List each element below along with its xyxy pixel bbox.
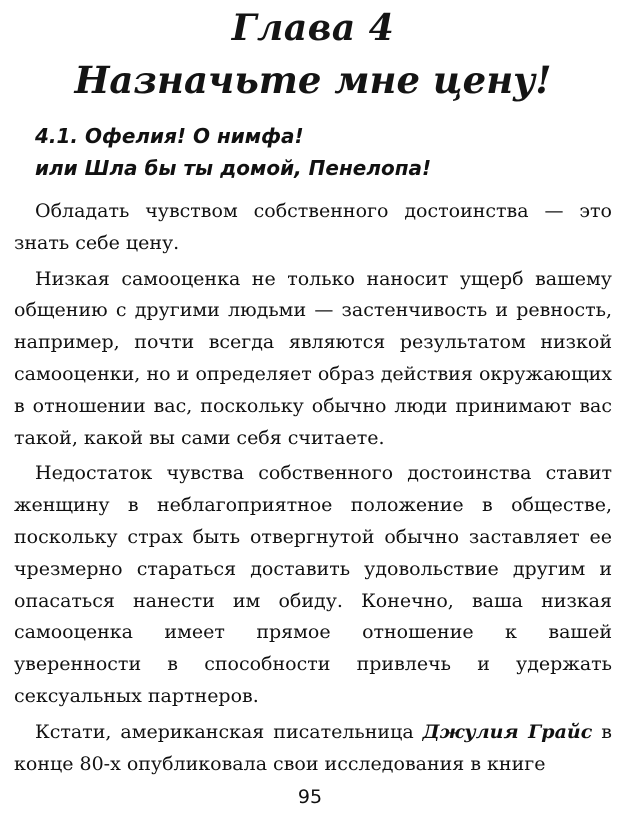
chapter-label: Глава 4 [231, 7, 395, 49]
paragraph-4-start: Кстати, американская писательница [35, 720, 423, 743]
paragraph-4 [14, 717, 612, 781]
paragraph-3: Недостаток чувства собственного достоинства ставит женщину в неблагоприятное положение в обществе, поскольку страх быть отвергнутой обычно заставляет ее чрезмерно стараться доставить удовольствие другим и опасаться нанести им обиду. Конечно, ваша низкая самооценка имеет прямое отношение к вашей уверенности в способности привлечь и удержать сексуальных партнеров. [14, 462, 612, 707]
paragraph-1: Обладать чувством собственного достоинства — это знать себе цену. [14, 200, 612, 254]
section-heading-line-1: 4.1. Офелия! О нимфа! [35, 124, 304, 148]
body-text [14, 196, 612, 780]
author-name: Джулия Грайс [422, 720, 593, 743]
paragraph-4-end: в конце 80-х опубликовала свои исследования в книге [14, 720, 612, 775]
chapter-title: Назначьте мне цену! [74, 58, 552, 102]
page-number: 95 [297, 786, 323, 808]
chapter-header [14, 6, 612, 104]
section-heading-line-2: или Шла бы ты домой, Пенелопа! [35, 156, 432, 180]
paragraph-2: Низкая самооценка не только наносит ущерб вашему общению с другими людьми — застенчивость и ревность, например, почти всегда являются результатом низкой самооценки, но и определяет образ действия окружающих в отношении вас, поскольку обычно люди принимают вас такой, какой вы сами себя считаете. [14, 267, 612, 449]
section-heading [14, 120, 612, 184]
